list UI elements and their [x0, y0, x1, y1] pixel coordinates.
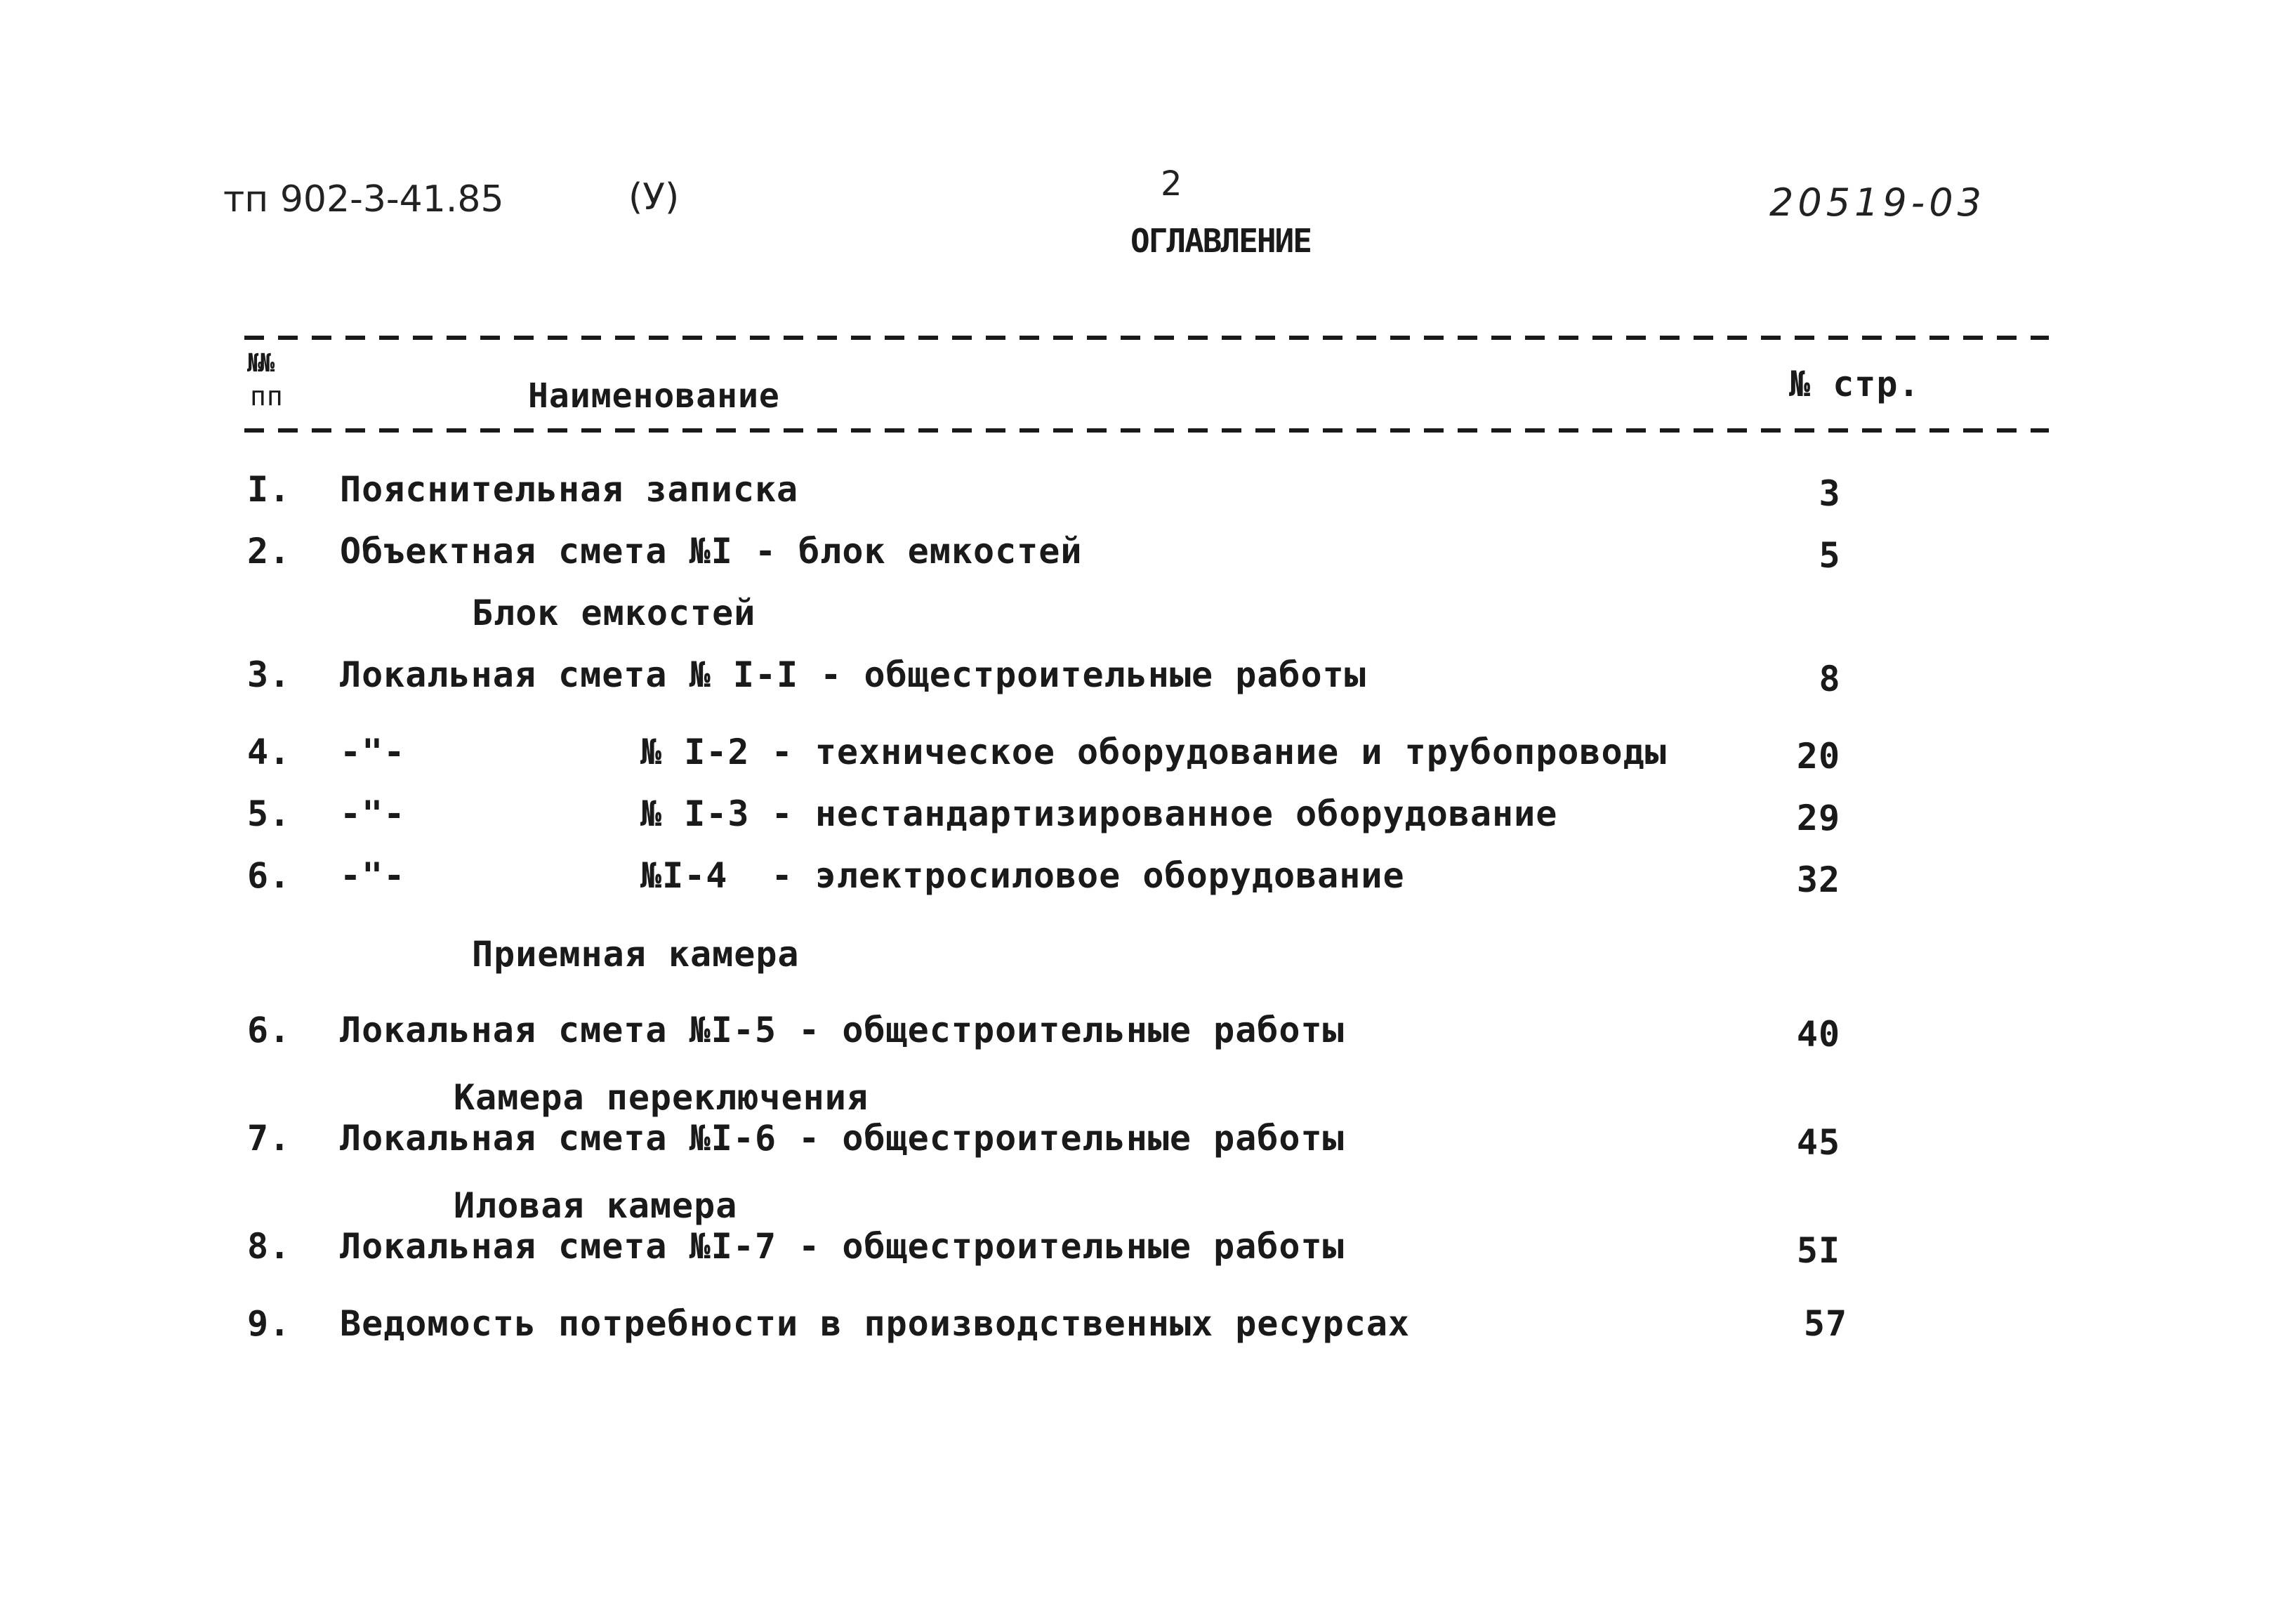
row-ditto: -"- — [340, 732, 406, 772]
row-title: Локальная смета №I-7 - общестроительные работы — [340, 1226, 1345, 1267]
page-number: 2 — [1161, 164, 1182, 204]
row-number: 3. — [247, 654, 291, 695]
col-number-top-label: №№ — [247, 349, 272, 378]
page-title: ОГЛАВЛЕНИЕ — [1130, 222, 1311, 260]
row-page: 3 — [1819, 473, 1841, 514]
col-name-header: Наименование — [528, 376, 780, 416]
row-page: 5 — [1819, 535, 1841, 576]
row-number: 7. — [247, 1118, 291, 1159]
row-number: 8. — [247, 1226, 291, 1267]
row-page: 45 — [1796, 1122, 1841, 1163]
row-title: Ведомость потребности в производственных ресурсах — [340, 1303, 1411, 1344]
row-number: 2. — [247, 531, 291, 572]
row-title: №I-4 - электросиловое оборудование — [640, 855, 1405, 896]
row-ditto: -"- — [340, 793, 406, 834]
col-number-bottom-label: пп — [250, 381, 284, 411]
row-number: 6. — [247, 1010, 291, 1050]
row-number: 5. — [247, 793, 291, 834]
row-title: Локальная смета № I-I - общестроительные работы — [340, 654, 1366, 695]
row-page: 8 — [1819, 659, 1841, 699]
col-page-header: № стр. — [1789, 364, 1920, 404]
row-page: 40 — [1796, 1014, 1841, 1055]
row-title: № I-2 - техническое оборудование и трубопроводы — [640, 732, 1667, 772]
section-heading: Иловая камера — [454, 1185, 738, 1226]
document-variant: (У) — [628, 176, 680, 218]
row-page: 57 — [1803, 1303, 1848, 1344]
row-title: № I-3 - нестандартизированное оборудование — [640, 793, 1558, 834]
row-title: Объектная смета №I - блок емкостей — [340, 531, 1083, 572]
row-page: 29 — [1796, 798, 1841, 838]
section-heading: Приемная камера — [472, 934, 800, 975]
section-heading: Камера переключения — [454, 1077, 869, 1118]
row-title: Локальная смета №I-5 - общестроительные работы — [340, 1010, 1345, 1050]
row-number: I. — [247, 469, 291, 510]
row-number: 9. — [247, 1303, 291, 1344]
row-title: Пояснительная записка — [340, 469, 799, 510]
header-bottom-rule — [244, 428, 2049, 433]
row-number: 6. — [247, 855, 291, 896]
row-title: Локальная смета №I-6 - общестроительные работы — [340, 1118, 1345, 1159]
section-heading: Блок емкостей — [472, 593, 756, 633]
row-number: 4. — [247, 732, 291, 772]
row-ditto: -"- — [340, 855, 406, 896]
document-code: тп 902-3-41.85 — [223, 178, 504, 220]
row-page: 20 — [1796, 736, 1841, 777]
row-page: 32 — [1796, 859, 1841, 900]
row-page: 5I — [1796, 1230, 1841, 1271]
header-top-rule — [244, 336, 2049, 340]
archive-number: 20519-03 — [1769, 180, 1986, 225]
